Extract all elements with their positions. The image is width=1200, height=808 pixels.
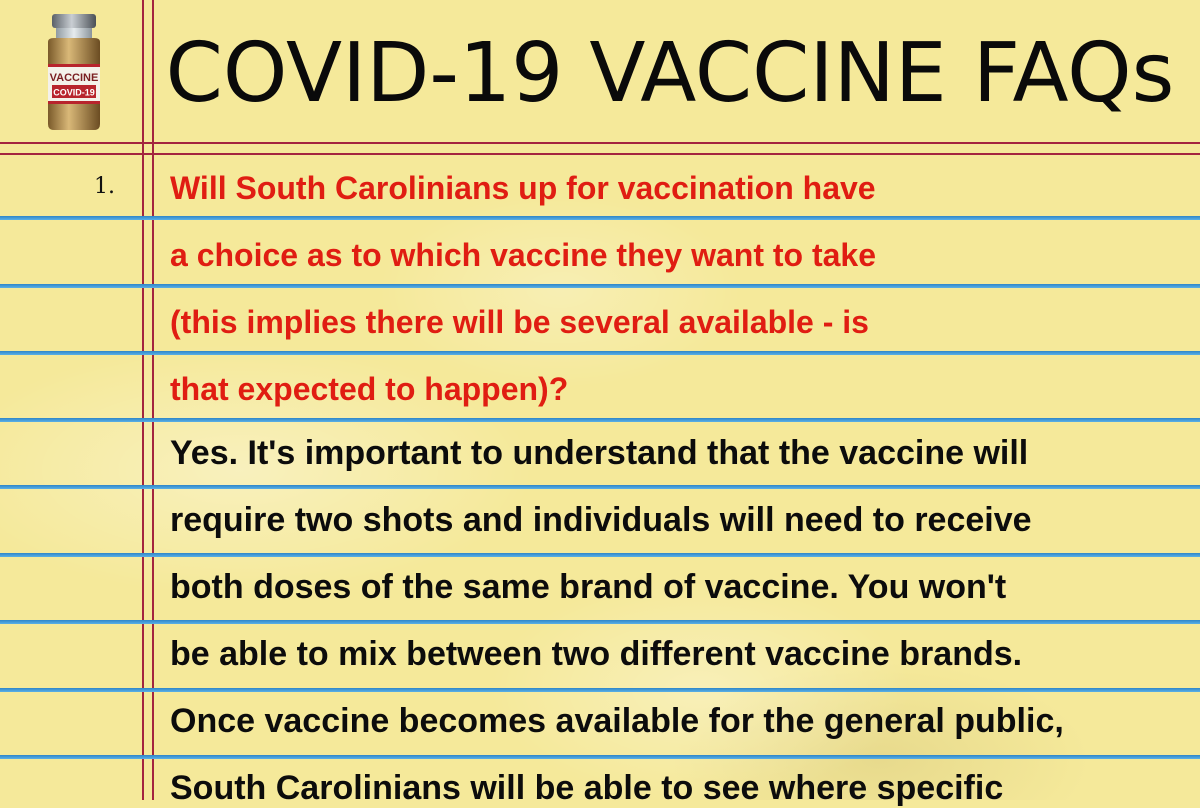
question-line: that expected to happen)? xyxy=(170,371,569,407)
ruled-line xyxy=(0,688,1200,692)
answer-line: be able to mix between two different vaccine brands. xyxy=(170,635,1023,673)
question-line: (this implies there will be several available - is xyxy=(170,304,869,340)
margin-line-right xyxy=(152,0,154,800)
ruled-line xyxy=(0,216,1200,220)
answer-line: require two shots and individuals will need to receive xyxy=(170,501,1032,539)
answer-line: Once vaccine becomes available for the general public, xyxy=(170,702,1064,740)
question-line: Will South Carolinians up for vaccination have xyxy=(170,170,876,206)
ruled-line xyxy=(0,620,1200,624)
faq-item-number: 1. xyxy=(94,174,115,199)
answer-line: South Carolinians will be able to see where specific xyxy=(170,769,1004,807)
header-rule-top xyxy=(0,142,1200,144)
answer-line: both doses of the same brand of vaccine. You won't xyxy=(170,568,1007,606)
ruled-line xyxy=(0,755,1200,759)
vial-label-bottom: COVID-19 xyxy=(53,87,95,98)
answer-line: Yes. It's important to understand that the vaccine will xyxy=(170,434,1029,472)
header-rule-bottom xyxy=(0,153,1200,155)
ruled-line xyxy=(0,284,1200,288)
ruled-line xyxy=(0,351,1200,355)
ruled-line xyxy=(0,485,1200,489)
vial-label-top: VACCINE xyxy=(49,72,99,84)
page-title: COVID-19 VACCINE FAQs xyxy=(165,26,1175,121)
question-line: a choice as to which vaccine they want to take xyxy=(170,237,877,273)
ruled-line xyxy=(0,553,1200,557)
ruled-line xyxy=(0,418,1200,422)
vaccine-vial-icon xyxy=(38,12,110,132)
margin-line-left xyxy=(142,0,144,800)
